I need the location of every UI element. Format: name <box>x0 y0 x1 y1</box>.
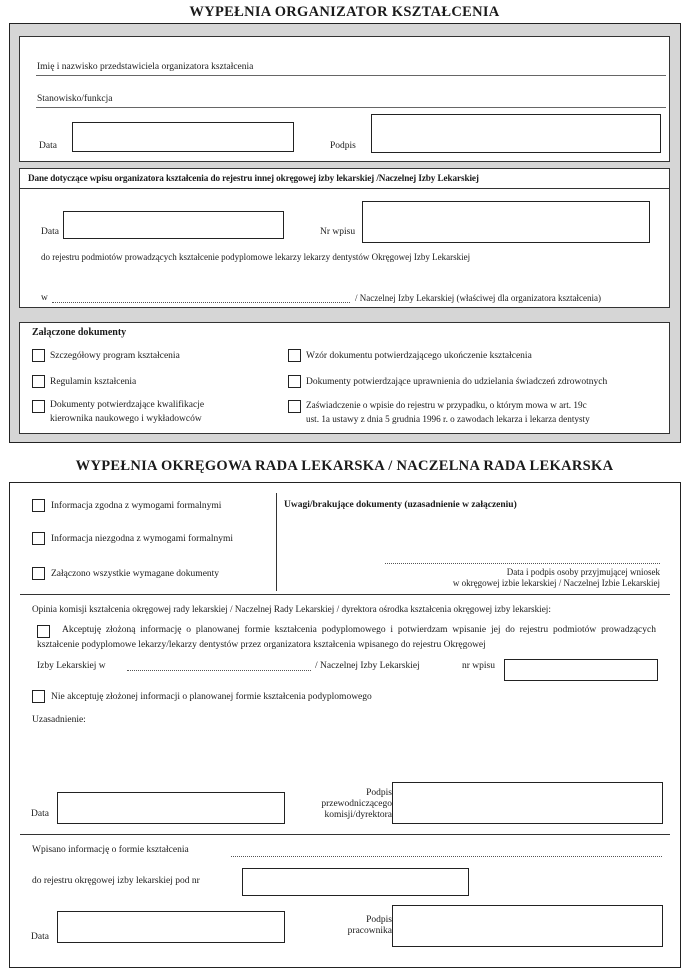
attachment-label: Regulamin kształcenia <box>50 377 137 387</box>
attachments-title: Załączone dokumenty <box>32 327 127 338</box>
signature-label: Podpis <box>330 141 356 151</box>
reg-number-input[interactable] <box>362 201 650 243</box>
chair-signature-label-2: przewodniczącego <box>321 799 392 809</box>
nr-wpisu-input[interactable] <box>504 659 658 681</box>
organizer-section <box>9 23 681 443</box>
column-divider <box>276 493 277 591</box>
chair-signature-label-3: komisji/dyrektora <box>324 810 392 820</box>
receiver-signature-line[interactable] <box>385 563 660 564</box>
opinion-divider <box>20 594 670 595</box>
employee-signature-input[interactable] <box>392 905 663 947</box>
naczelna-label: / Naczelnej Izby Lekarskiej (właściwej dla organizatora kształcenia) <box>355 293 601 303</box>
receiver-label-2: w okręgowej izbie lekarskiej / Naczelnej Izbie Lekarskiej <box>452 578 660 588</box>
reg-date-input[interactable] <box>63 211 284 239</box>
all-docs-checkbox[interactable] <box>32 567 45 580</box>
employee-date-input[interactable] <box>57 911 285 943</box>
remarks-area[interactable] <box>283 513 661 561</box>
council-section <box>9 482 681 968</box>
attachment-checkbox[interactable] <box>288 349 301 362</box>
reg-date-label: Data <box>41 227 59 237</box>
attachment-label: Wzór dokumentu potwierdzającego ukończenie kształcenia <box>306 351 532 361</box>
attachment-checkbox[interactable] <box>32 375 45 388</box>
chair-date-input[interactable] <box>57 792 285 824</box>
employee-signature-label-2: pracownika <box>347 926 392 936</box>
attachment-label: ust. 1a ustawy z dnia 5 grudnia 1996 r. o zawodach lekarza i lekarza dentysty <box>306 414 590 424</box>
justification-label: Uzasadnienie: <box>32 715 86 725</box>
reg-number-label: Nr wpisu <box>320 227 356 237</box>
position-field[interactable] <box>36 107 666 108</box>
entry-divider <box>20 834 670 835</box>
attachment-checkbox[interactable] <box>288 375 301 388</box>
opinion-title: Opinia komisji kształcenia okręgowej rady lekarskiej / Naczelnej Rady Lekarskiej / dyrektora ośrodka kształcenia okręgowej izby lekarskiej: <box>32 604 551 614</box>
entered-label: Wpisano informację o formie kształcenia <box>32 845 189 855</box>
section2-title: WYPEŁNIA OKRĘGOWA RADA LEKARSKA / NACZELNA RADA LEKARSKA <box>75 458 614 474</box>
naczelnej-label: / Naczelnej Izby Lekarskiej <box>315 661 420 671</box>
representative-panel <box>19 36 670 162</box>
attachment-label: Szczegółowy program kształcenia <box>50 351 180 361</box>
registry-desc: do rejestru podmiotów prowadzących kształcenie podyplomowe lekarzy lekarzy dentystów Okręgowej Izby Lekarskiej <box>41 252 471 262</box>
employee-date-label: Data <box>31 932 49 942</box>
section1-title: WYPEŁNIA ORGANIZATOR KSZTAŁCENIA <box>189 4 500 20</box>
entered-field[interactable] <box>231 856 662 857</box>
registry-number-label: do rejestru okręgowej izby lekarskiej pod nr <box>32 876 200 886</box>
reject-text: Nie akceptuję złożonej informacji o planowanej formie kształcenia podyplomowego <box>51 692 372 702</box>
chair-signature-input[interactable] <box>392 782 663 824</box>
date-input[interactable] <box>72 122 294 152</box>
justification-area[interactable] <box>32 729 662 775</box>
izby-field[interactable] <box>127 670 311 671</box>
w-label: w <box>41 293 48 303</box>
accept-text: Akceptuję złożoną informację o planowanej formie kształcenia podyplomowego i potwierdzam wpisanie jej do rejestru podmiotów prowadzących kształcenie podyplomowe lekarzy/lekarzy dentystów przez organizatora kształcenia wpisanego do rejestru Okręgowej <box>37 625 656 650</box>
attachment-label: Dokumenty potwierdzające uprawnienia do udzielania świadczeń zdrowotnych <box>306 377 608 387</box>
chamber-field[interactable] <box>52 302 350 303</box>
reject-checkbox[interactable] <box>32 690 45 703</box>
chair-signature-label-1: Podpis <box>366 788 392 798</box>
registry-title: Dane dotyczące wpisu organizatora kształcenia do rejestru innej okręgowej izby lekarskiej /Naczelnej Izby Lekarskiej <box>28 173 479 183</box>
registry-divider <box>20 188 669 189</box>
attachment-label: Dokumenty potwierdzające kwalifikacje <box>50 400 205 410</box>
formal-fail-label: Informacja niezgodna z wymogami formalnymi <box>51 534 234 544</box>
formal-ok-checkbox[interactable] <box>32 499 45 512</box>
chair-date-label: Data <box>31 809 49 819</box>
employee-signature-label-1: Podpis <box>366 915 392 925</box>
signature-input[interactable] <box>371 114 661 153</box>
registry-number-input[interactable] <box>242 868 469 896</box>
date-label: Data <box>39 141 57 151</box>
nr-wpisu-label: nr wpisu <box>462 661 495 671</box>
izby-label: Izby Lekarskiej w <box>37 661 106 671</box>
attachments-panel <box>19 322 670 434</box>
attachment-checkbox[interactable] <box>288 400 301 413</box>
all-docs-label: Załączono wszystkie wymagane dokumenty <box>51 569 220 579</box>
attachment-label: kierownika naukowego i wykładowców <box>50 414 202 424</box>
name-field[interactable] <box>36 75 666 76</box>
attachment-label: Zaświadczenie o wpisie do rejestru w przypadku, o którym mowa w art. 19c <box>306 400 587 410</box>
formal-ok-label: Informacja zgodna z wymogami formalnymi <box>51 501 222 511</box>
attachment-checkbox[interactable] <box>32 400 45 413</box>
formal-fail-checkbox[interactable] <box>32 532 45 545</box>
receiver-label-1: Data i podpis osoby przyjmującej wniosek <box>506 567 660 577</box>
name-label: Imię i nazwisko przedstawiciela organizatora kształcenia <box>37 62 254 72</box>
registry-panel <box>19 168 670 308</box>
position-label: Stanowisko/funkcja <box>37 94 113 104</box>
attachment-checkbox[interactable] <box>32 349 45 362</box>
remarks-title: Uwagi/brakujące dokumenty (uzasadnienie w załączeniu) <box>284 500 517 510</box>
